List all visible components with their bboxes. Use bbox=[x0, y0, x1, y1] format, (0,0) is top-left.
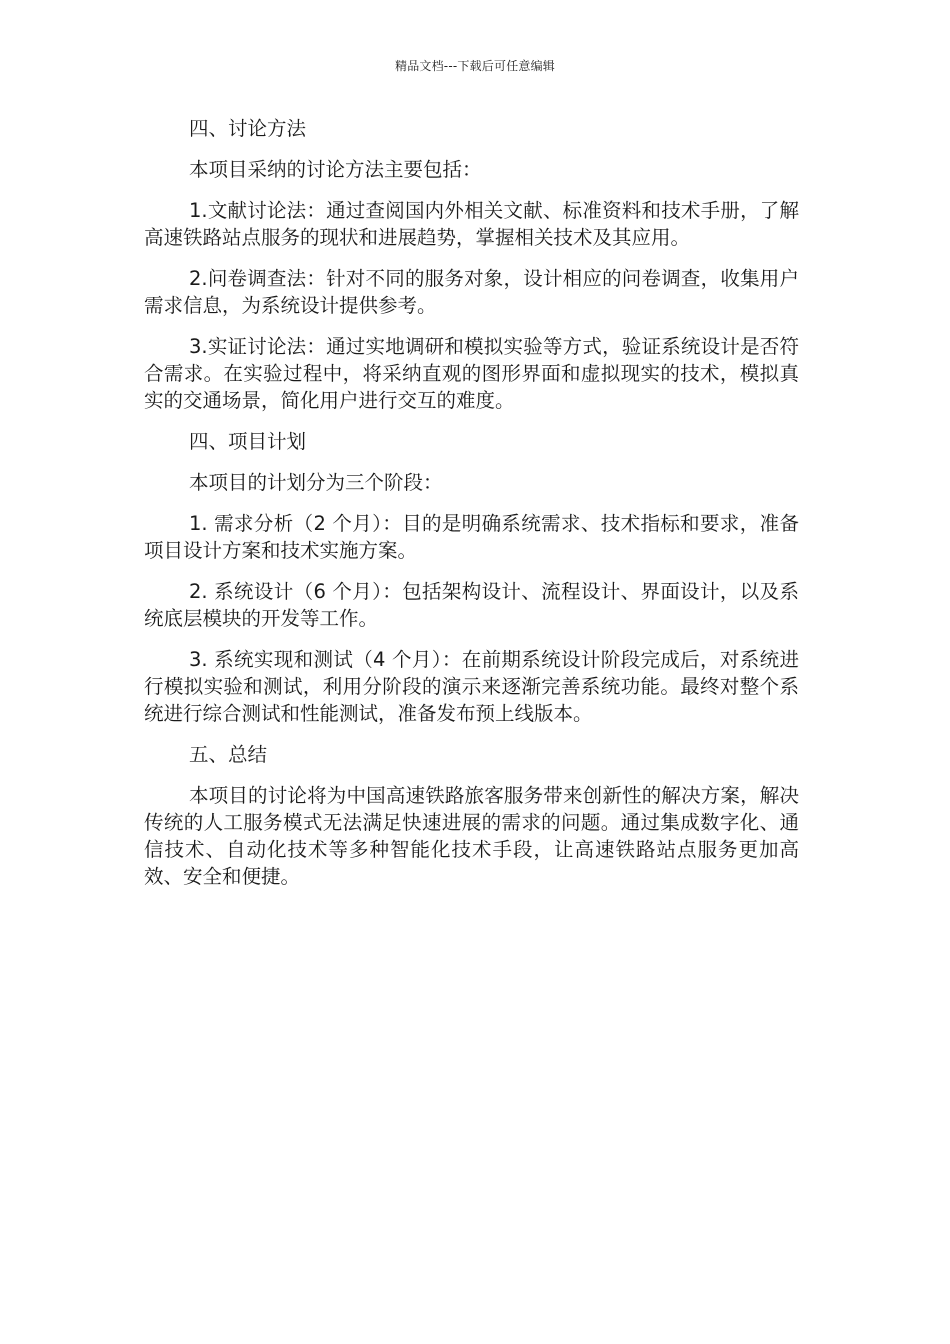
plan-heading: 四、项目计划 bbox=[189, 430, 307, 453]
methods-intro: 本项目采纳的讨论方法主要包括： bbox=[189, 158, 482, 181]
plan-item-1: 1. 需求分析（2 个月）：目的是明确系统需求、技术指标和要求，准备项目设计方案和技术实施方案。 bbox=[144, 512, 799, 562]
summary-text: 本项目的讨论将为中国高速铁路旅客服务带来创新性的解决方案，解决传统的人工服务模式无法满足快速进展的需求的问题。通过集成数字化、通信技术、自动化技术等多种智能化技术手段，让高速铁路站点服务更加高效、安全和便捷。 bbox=[144, 784, 799, 888]
document-body bbox=[144, 115, 799, 904]
method-item-1: 1.文献讨论法：通过查阅国内外相关文献、标准资料和技术手册，了解高速铁路站点服务的现状和进展趋势，掌握相关技术及其应用。 bbox=[144, 199, 799, 249]
page-header: 精品文档---下载后可任意编辑 bbox=[395, 59, 555, 73]
plan-item-2: 2. 系统设计（6 个月）：包括架构设计、流程设计、界面设计，以及系统底层模块的开发等工作。 bbox=[144, 580, 799, 630]
plan-item-3: 3. 系统实现和测试（4 个月）：在前期系统设计阶段完成后，对系统进行模拟实验和测试，利用分阶段的演示来逐渐完善系统功能。最终对整个系统进行综合测试和性能测试，准备发布预上线版本。 bbox=[144, 648, 799, 725]
method-item-3: 3.实证讨论法：通过实地调研和模拟实验等方式，验证系统设计是否符合需求。在实验过程中，将采纳直观的图形界面和虚拟现实的技术，模拟真实的交通场景，简化用户进行交互的难度。 bbox=[144, 335, 799, 412]
plan-intro: 本项目的计划分为三个阶段： bbox=[189, 471, 443, 494]
methods-heading: 四、讨论方法 bbox=[189, 117, 307, 140]
summary-heading: 五、总结 bbox=[189, 743, 268, 766]
method-item-2: 2.问卷调查法：针对不同的服务对象，设计相应的问卷调查，收集用户需求信息，为系统设计提供参考。 bbox=[144, 267, 799, 317]
